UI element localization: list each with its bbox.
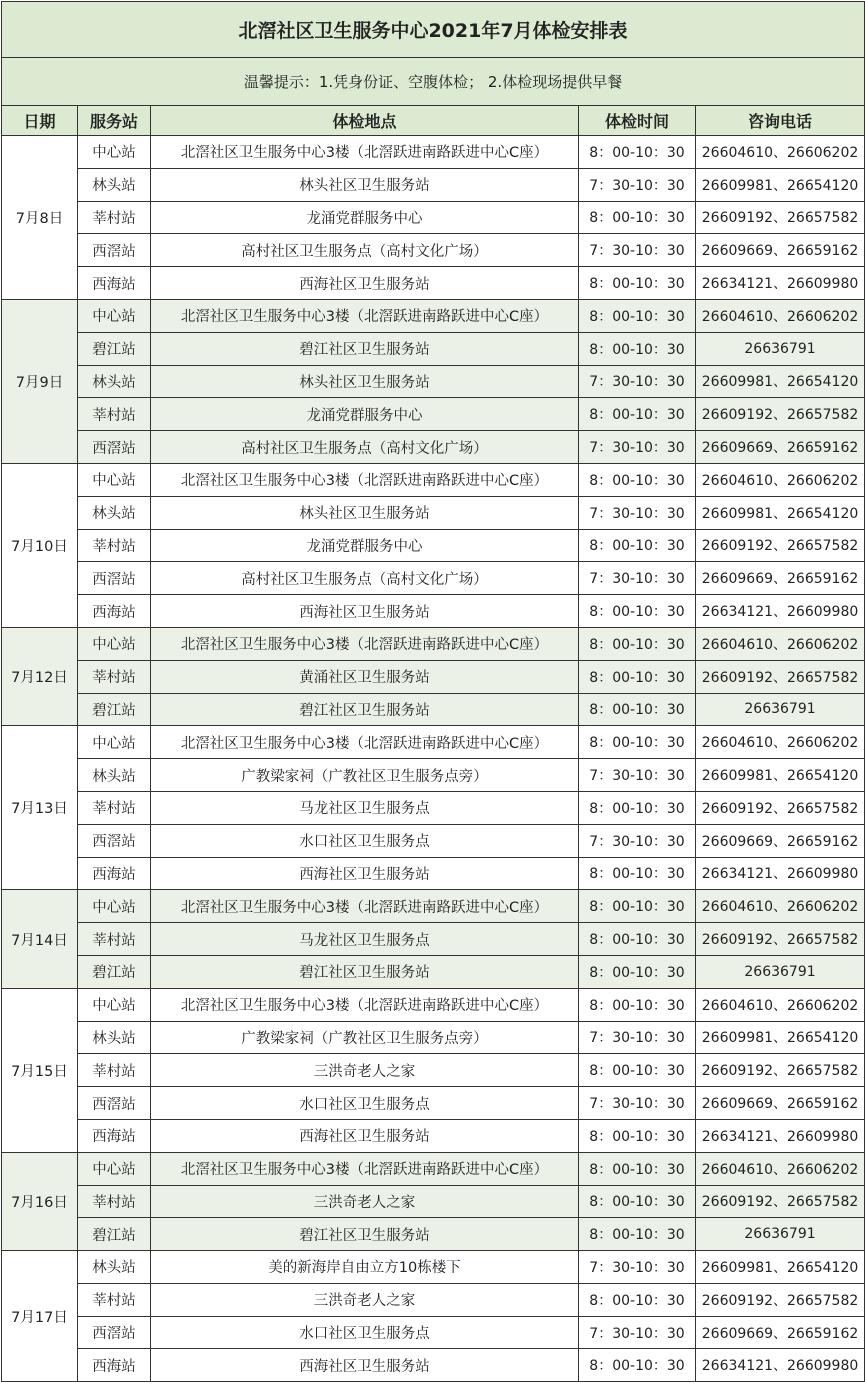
location-cell: 高村社区卫生服务点（高村文化广场） [151,562,579,595]
table-row [2,267,865,300]
table-row [2,660,865,693]
location-cell: 西海社区卫生服务站 [151,857,579,890]
table-row [2,627,865,660]
time-cell: 7：30-10：30 [579,824,696,857]
location-cell: 北滘社区卫生服务中心3楼（北滘跃进南路跃进中心C座） [151,136,579,169]
table-row [2,496,865,529]
station-cell: 中心站 [78,463,151,496]
phone-cell: 26609981、26654120 [696,365,865,398]
location-cell: 三洪奇老人之家 [151,1185,579,1218]
table-row [2,726,865,759]
phone-cell: 26609981、26654120 [696,1251,865,1284]
phone-cell: 26604610、26606202 [696,988,865,1021]
table-row [2,234,865,267]
station-cell: 林头站 [78,365,151,398]
date-cell: 7月17日 [2,1251,78,1382]
phone-cell: 26604610、26606202 [696,463,865,496]
station-cell: 莘村站 [78,923,151,956]
station-cell: 莘村站 [78,398,151,431]
table-row [2,431,865,464]
phone-cell: 26634121、26609980 [696,1349,865,1382]
location-cell: 龙涌党群服务中心 [151,201,579,234]
time-cell: 7：30-10：30 [579,1251,696,1284]
time-cell: 8：00-10：30 [579,1218,696,1251]
table-row [2,168,865,201]
station-cell: 碧江站 [78,693,151,726]
phone-cell: 26634121、26609980 [696,267,865,300]
phone-cell: 26634121、26609980 [696,1119,865,1152]
location-cell: 西海社区卫生服务站 [151,267,579,300]
location-cell: 黄涌社区卫生服务站 [151,660,579,693]
header-station: 服务站 [78,106,151,136]
date-cell: 7月9日 [2,299,78,463]
time-cell: 8：00-10：30 [579,857,696,890]
location-cell: 龙涌党群服务中心 [151,529,579,562]
location-cell: 马龙社区卫生服务点 [151,923,579,956]
table-row [2,1021,865,1054]
location-cell: 三洪奇老人之家 [151,1283,579,1316]
time-cell: 8：00-10：30 [579,955,696,988]
station-cell: 中心站 [78,988,151,1021]
location-cell: 广教梁家祠（广教社区卫生服务点旁） [151,759,579,792]
phone-cell: 26636791 [696,1218,865,1251]
time-cell: 8：00-10：30 [579,1152,696,1185]
phone-cell: 26609669、26659162 [696,824,865,857]
phone-cell: 26609669、26659162 [696,562,865,595]
table-row [2,201,865,234]
time-cell: 8：00-10：30 [579,1119,696,1152]
time-cell: 8：00-10：30 [579,627,696,660]
location-cell: 碧江社区卫生服务站 [151,693,579,726]
station-cell: 中心站 [78,890,151,923]
location-cell: 林头社区卫生服务站 [151,365,579,398]
time-cell: 8：00-10：30 [579,332,696,365]
table-row [2,824,865,857]
table-row [2,890,865,923]
location-cell: 广教梁家祠（广教社区卫生服务点旁） [151,1021,579,1054]
station-cell: 碧江站 [78,1218,151,1251]
table-row [2,529,865,562]
station-cell: 林头站 [78,496,151,529]
schedule-table [1,1,865,1382]
phone-cell: 26604610、26606202 [696,890,865,923]
time-cell: 7：30-10：30 [579,365,696,398]
time-cell: 8：00-10：30 [579,791,696,824]
table-row [2,1251,865,1284]
station-cell: 林头站 [78,759,151,792]
phone-cell: 26609192、26657582 [696,660,865,693]
table-row [2,332,865,365]
phone-cell: 26609192、26657582 [696,923,865,956]
phone-cell: 26604610、26606202 [696,627,865,660]
phone-cell: 26609669、26659162 [696,431,865,464]
table-row [2,595,865,628]
station-cell: 中心站 [78,726,151,759]
table-row [2,136,865,169]
station-cell: 西海站 [78,595,151,628]
location-cell: 三洪奇老人之家 [151,1054,579,1087]
table-row [2,955,865,988]
table-row [2,1283,865,1316]
date-cell: 7月14日 [2,890,78,988]
time-cell: 8：00-10：30 [579,463,696,496]
station-cell: 莘村站 [78,1283,151,1316]
station-cell: 中心站 [78,136,151,169]
table-row [2,1087,865,1120]
table-row [2,299,865,332]
table-row [2,365,865,398]
header-row [2,106,865,136]
table-row [2,1349,865,1382]
station-cell: 莘村站 [78,201,151,234]
station-cell: 中心站 [78,1152,151,1185]
location-cell: 水口社区卫生服务点 [151,1087,579,1120]
time-cell: 8：00-10：30 [579,1185,696,1218]
station-cell: 西海站 [78,857,151,890]
table-row [2,1152,865,1185]
station-cell: 西滘站 [78,824,151,857]
phone-cell: 26634121、26609980 [696,595,865,628]
location-cell: 北滘社区卫生服务中心3楼（北滘跃进南路跃进中心C座） [151,627,579,660]
header-location: 体检地点 [151,106,579,136]
table-row [2,398,865,431]
station-cell: 中心站 [78,627,151,660]
location-cell: 西海社区卫生服务站 [151,595,579,628]
time-cell: 8：00-10：30 [579,693,696,726]
table-row [2,1316,865,1349]
station-cell: 莘村站 [78,660,151,693]
time-cell: 8：00-10：30 [579,136,696,169]
phone-cell: 26609192、26657582 [696,791,865,824]
station-cell: 中心站 [78,299,151,332]
phone-cell: 26609192、26657582 [696,1283,865,1316]
time-cell: 7：30-10：30 [579,168,696,201]
station-cell: 西滘站 [78,431,151,464]
station-cell: 莘村站 [78,791,151,824]
time-cell: 8：00-10：30 [579,726,696,759]
header-time: 体检时间 [579,106,696,136]
time-cell: 8：00-10：30 [579,1349,696,1382]
station-cell: 碧江站 [78,332,151,365]
table-row [2,1185,865,1218]
location-cell: 碧江社区卫生服务站 [151,955,579,988]
time-cell: 8：00-10：30 [579,1054,696,1087]
location-cell: 北滘社区卫生服务中心3楼（北滘跃进南路跃进中心C座） [151,988,579,1021]
time-cell: 7：30-10：30 [579,1021,696,1054]
station-cell: 莘村站 [78,529,151,562]
time-cell: 7：30-10：30 [579,1087,696,1120]
phone-cell: 26609981、26654120 [696,168,865,201]
date-cell: 7月10日 [2,463,78,627]
table-row [2,857,865,890]
location-cell: 碧江社区卫生服务站 [151,332,579,365]
location-cell: 西海社区卫生服务站 [151,1119,579,1152]
station-cell: 西海站 [78,1119,151,1152]
station-cell: 莘村站 [78,1054,151,1087]
phone-cell: 26609981、26654120 [696,1021,865,1054]
phone-cell: 26634121、26609980 [696,857,865,890]
location-cell: 林头社区卫生服务站 [151,168,579,201]
location-cell: 北滘社区卫生服务中心3楼（北滘跃进南路跃进中心C座） [151,463,579,496]
table-row [2,693,865,726]
phone-cell: 26609192、26657582 [696,398,865,431]
location-cell: 北滘社区卫生服务中心3楼（北滘跃进南路跃进中心C座） [151,1152,579,1185]
time-cell: 8：00-10：30 [579,923,696,956]
time-cell: 7：30-10：30 [579,1316,696,1349]
station-cell: 西滘站 [78,234,151,267]
phone-cell: 26609981、26654120 [696,496,865,529]
page-title: 北滘社区卫生服务中心2021年7月体检安排表 [2,2,865,58]
header-date: 日期 [2,106,78,136]
location-cell: 马龙社区卫生服务点 [151,791,579,824]
phone-cell: 26609669、26659162 [696,1316,865,1349]
location-cell: 林头社区卫生服务站 [151,496,579,529]
location-cell: 西海社区卫生服务站 [151,1349,579,1382]
table-row [2,562,865,595]
time-cell: 7：30-10：30 [579,496,696,529]
location-cell: 水口社区卫生服务点 [151,824,579,857]
time-cell: 8：00-10：30 [579,299,696,332]
phone-cell: 26604610、26606202 [696,726,865,759]
location-cell: 北滘社区卫生服务中心3楼（北滘跃进南路跃进中心C座） [151,890,579,923]
notice-text: 温馨提示：1.凭身份证、空腹体检； 2.体检现场提供早餐 [2,58,865,106]
phone-cell: 26609192、26657582 [696,1185,865,1218]
phone-cell: 26636791 [696,693,865,726]
location-cell: 高村社区卫生服务点（高村文化广场） [151,234,579,267]
time-cell: 7：30-10：30 [579,759,696,792]
time-cell: 8：00-10：30 [579,660,696,693]
phone-cell: 26609669、26659162 [696,1087,865,1120]
phone-cell: 26609981、26654120 [696,759,865,792]
station-cell: 林头站 [78,1021,151,1054]
station-cell: 西滘站 [78,1087,151,1120]
date-cell: 7月12日 [2,627,78,725]
location-cell: 高村社区卫生服务点（高村文化广场） [151,431,579,464]
phone-cell: 26604610、26606202 [696,299,865,332]
station-cell: 西海站 [78,1349,151,1382]
station-cell: 西滘站 [78,1316,151,1349]
station-cell: 西海站 [78,267,151,300]
location-cell: 北滘社区卫生服务中心3楼（北滘跃进南路跃进中心C座） [151,299,579,332]
location-cell: 美的新海岸自由立方10栋楼下 [151,1251,579,1284]
time-cell: 8：00-10：30 [579,890,696,923]
table-row [2,988,865,1021]
table-row [2,463,865,496]
table-row [2,1054,865,1087]
phone-cell: 26636791 [696,955,865,988]
date-cell: 7月8日 [2,136,78,300]
location-cell: 碧江社区卫生服务站 [151,1218,579,1251]
phone-cell: 26609192、26657582 [696,1054,865,1087]
notice-row [2,58,865,106]
phone-cell: 26609669、26659162 [696,234,865,267]
header-phone: 咨询电话 [696,106,865,136]
time-cell: 7：30-10：30 [579,431,696,464]
time-cell: 7：30-10：30 [579,562,696,595]
location-cell: 水口社区卫生服务点 [151,1316,579,1349]
time-cell: 8：00-10：30 [579,398,696,431]
date-cell: 7月15日 [2,988,78,1152]
date-cell: 7月13日 [2,726,78,890]
phone-cell: 26609192、26657582 [696,201,865,234]
station-cell: 林头站 [78,1251,151,1284]
time-cell: 8：00-10：30 [579,529,696,562]
location-cell: 北滘社区卫生服务中心3楼（北滘跃进南路跃进中心C座） [151,726,579,759]
table-row [2,1119,865,1152]
title-row [2,2,865,58]
station-cell: 林头站 [78,168,151,201]
date-cell: 7月16日 [2,1152,78,1250]
table-row [2,791,865,824]
station-cell: 莘村站 [78,1185,151,1218]
time-cell: 8：00-10：30 [579,201,696,234]
time-cell: 7：30-10：30 [579,234,696,267]
table-row [2,759,865,792]
phone-cell: 26604610、26606202 [696,136,865,169]
phone-cell: 26604610、26606202 [696,1152,865,1185]
phone-cell: 26609192、26657582 [696,529,865,562]
phone-cell: 26636791 [696,332,865,365]
location-cell: 龙涌党群服务中心 [151,398,579,431]
table-row [2,923,865,956]
time-cell: 8：00-10：30 [579,988,696,1021]
station-cell: 西滘站 [78,562,151,595]
table-row [2,1218,865,1251]
time-cell: 8：00-10：30 [579,595,696,628]
station-cell: 碧江站 [78,955,151,988]
time-cell: 8：00-10：30 [579,1283,696,1316]
time-cell: 8：00-10：30 [579,267,696,300]
